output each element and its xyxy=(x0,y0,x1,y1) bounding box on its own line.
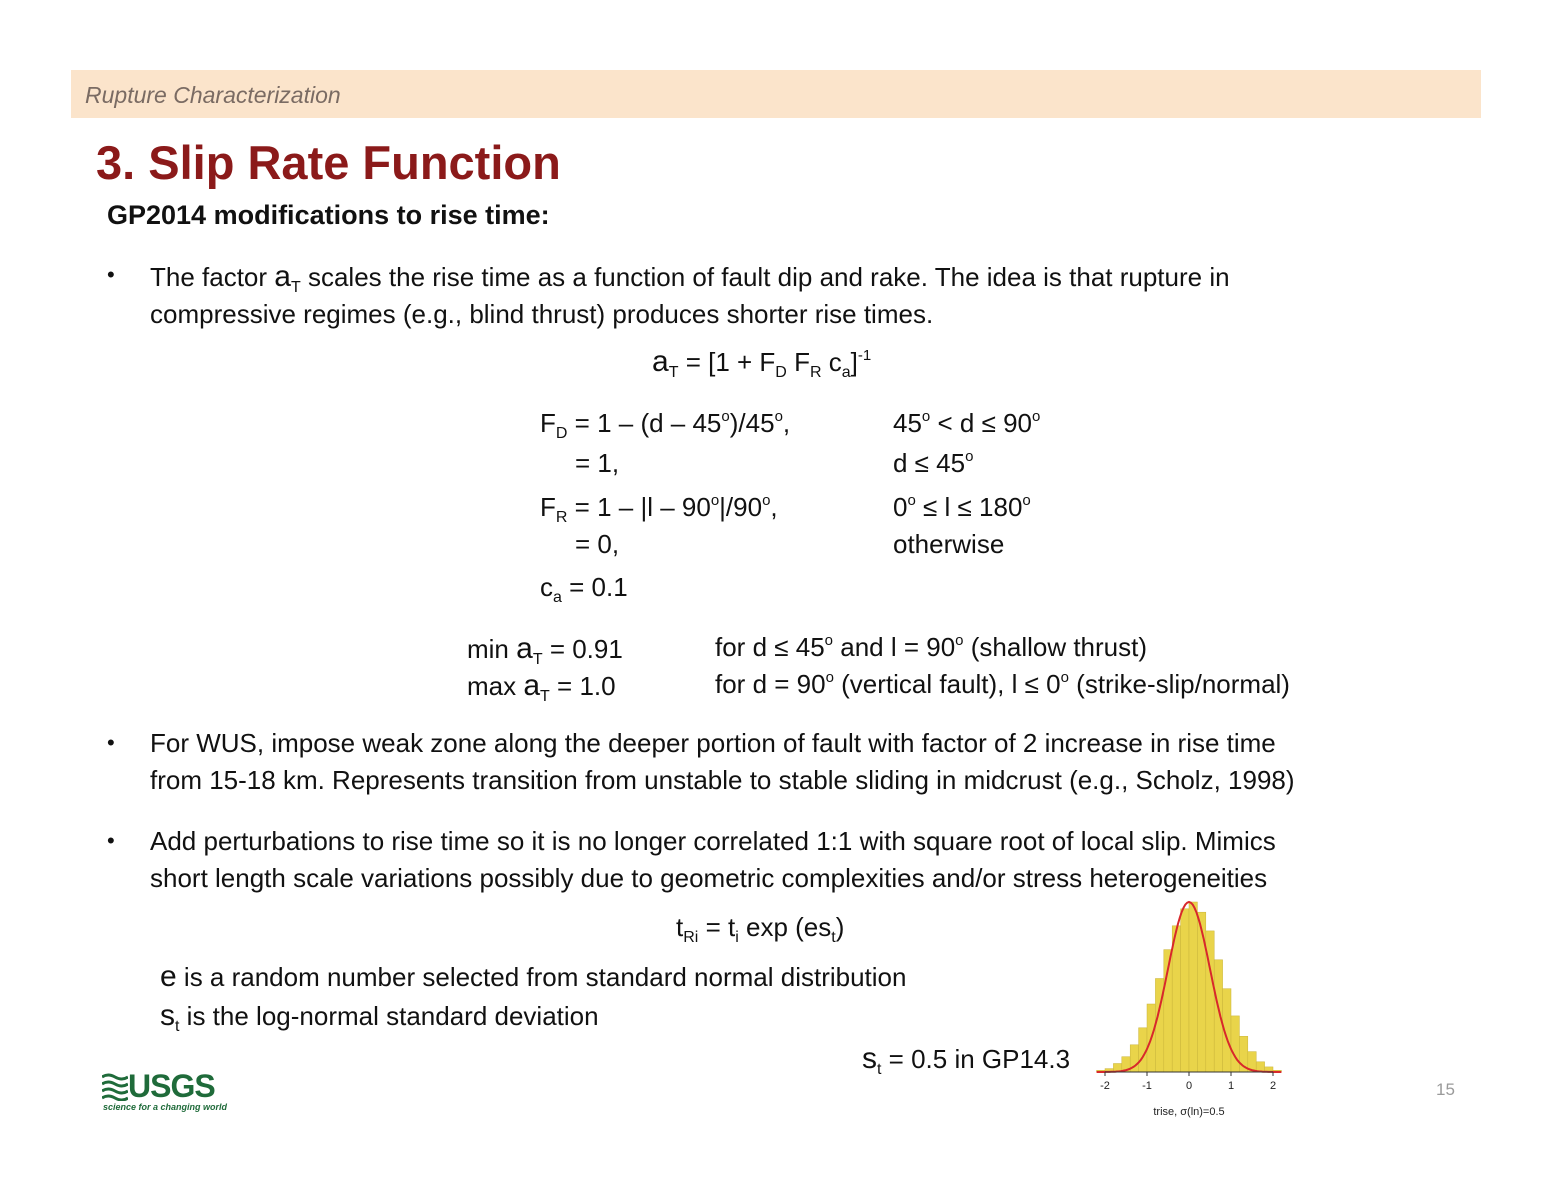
eq-p2: F xyxy=(786,347,810,377)
s-text: is the log-normal standard deviation xyxy=(179,1001,599,1031)
bullet-3-glyph: • xyxy=(107,828,115,853)
trise-mid: = t xyxy=(698,912,736,942)
ti-sub: i xyxy=(735,929,739,946)
usgs-tagline: science for a changing world xyxy=(103,1102,228,1112)
bullet-1-line-1 xyxy=(150,258,1230,296)
equation-trise xyxy=(676,912,845,946)
min-label: min xyxy=(467,634,517,664)
fd-definition-1 xyxy=(540,408,791,442)
cond-c: (strike-slip/normal) xyxy=(1068,669,1290,699)
cond-a: for d = 90 xyxy=(715,669,826,699)
fr-definition-1 xyxy=(540,492,778,526)
cond-b: (vertical fault), l ≤ 0 xyxy=(833,669,1061,699)
cond-a: 0 xyxy=(893,492,908,522)
bullet-1-text-post: scales the rise time as a function of fault dip and rake. The idea is that rupture in xyxy=(300,262,1230,292)
fr-condition-1 xyxy=(893,492,1031,523)
degree-sign: o xyxy=(965,448,974,465)
aT-symbol: a xyxy=(274,260,291,293)
x-tick-label: 2 xyxy=(1269,1080,1277,1092)
degree-sign: o xyxy=(921,408,931,425)
x-tick-label: -2 xyxy=(1100,1080,1110,1092)
min-a: a xyxy=(516,632,533,665)
fr-lhs: F xyxy=(540,492,556,522)
bullet-3-line-2: short length scale variations possibly due to geometric complexities and/or stress heterogeneities xyxy=(150,863,1268,893)
ca-lhs: c xyxy=(540,572,553,602)
min-value: = 0.91 xyxy=(542,634,623,664)
cond-b: and l = 90 xyxy=(833,632,956,662)
e-text: is a random number selected from standard normal distribution xyxy=(176,962,907,992)
trise-close: ) xyxy=(835,912,845,942)
degree-sign: o xyxy=(1032,408,1041,425)
ca-definition xyxy=(540,572,628,606)
note-e xyxy=(160,958,906,996)
degree-sign: o xyxy=(774,408,783,425)
fr-rhs-b: |/90 xyxy=(719,492,763,522)
cond-a: d ≤ 45 xyxy=(893,448,966,478)
equation-aT xyxy=(652,345,871,379)
max-condition xyxy=(715,669,1290,700)
fd-condition-1 xyxy=(893,408,1040,439)
bullet-2-glyph: • xyxy=(107,730,115,755)
trise-t: t xyxy=(676,912,684,942)
ca-rhs: = 0.1 xyxy=(561,572,628,602)
trise-sub: Ri xyxy=(683,929,699,946)
fr-lhs-sub: R xyxy=(555,509,568,526)
st-sub: t xyxy=(877,1061,882,1078)
histogram-bar xyxy=(1181,909,1189,1072)
x-tick-label: -1 xyxy=(1142,1080,1152,1092)
x-axis-label: trise, σ(ln)=0.5 xyxy=(1153,1106,1225,1118)
fd-lhs: F xyxy=(540,408,556,438)
eq-fr-sub: R xyxy=(809,364,822,381)
degree-sign: o xyxy=(824,632,834,649)
degree-sign: o xyxy=(1022,492,1031,509)
fr-rhs-a: = 1 – |l – 90 xyxy=(567,492,711,522)
st-symbol: s xyxy=(862,1042,877,1075)
x-tick-label: 0 xyxy=(1185,1080,1193,1092)
fd-lhs-sub: D xyxy=(555,425,568,442)
bullet-1-text-pre: The factor xyxy=(150,262,275,292)
page-title: 3. Slip Rate Function xyxy=(96,136,561,189)
max-a: a xyxy=(523,669,541,702)
degree-sign: o xyxy=(825,669,834,686)
max-label: max xyxy=(467,671,524,701)
bullet-2-line-1: For WUS, impose weak zone along the deeper portion of fault with factor of 2 increase in rise time xyxy=(150,728,1276,758)
degree-sign: o xyxy=(1060,669,1069,686)
histogram-bar xyxy=(1189,902,1197,1072)
eq-p1: = [1 + F xyxy=(678,347,776,377)
bullet-1-glyph: • xyxy=(107,262,115,287)
eq-a-sub: T xyxy=(668,364,679,381)
degree-sign: o xyxy=(721,408,730,425)
histogram-svg xyxy=(1090,890,1290,1125)
degree-sign: o xyxy=(955,632,964,649)
st-value xyxy=(862,1042,1070,1076)
fr-definition-2: = 0, xyxy=(575,529,620,559)
histogram-bar xyxy=(1197,912,1205,1072)
trise-exp: exp (es xyxy=(738,912,832,942)
fd-rhs-a: = 1 – (d – 45 xyxy=(567,408,722,438)
st-text: = 0.5 in GP14.3 xyxy=(881,1044,1071,1074)
cond-b: ≤ l ≤ 180 xyxy=(915,492,1023,522)
bullet-1-line-2: compressive regimes (e.g., blind thrust) produces shorter rise times. xyxy=(150,299,934,329)
s-symbol: s xyxy=(160,999,175,1032)
note-st xyxy=(160,997,599,1035)
cond-a: for d ≤ 45 xyxy=(715,632,825,662)
eq-p4: ] xyxy=(850,347,858,377)
section-banner xyxy=(71,70,1481,118)
degree-sign: o xyxy=(907,492,916,509)
usgs-logo xyxy=(102,1068,228,1116)
fd-definition-2: = 1, xyxy=(575,448,620,478)
eq-ca-sub: a xyxy=(841,364,851,381)
fr-rhs-c: , xyxy=(770,492,778,522)
page-number: 15 xyxy=(1436,1080,1455,1099)
degree-sign: o xyxy=(710,492,720,509)
histogram-bar xyxy=(1172,926,1180,1072)
eq-p3: c xyxy=(821,347,842,377)
eq-exp: -1 xyxy=(857,347,872,364)
fd-rhs-c: , xyxy=(782,408,791,438)
st-sub: t xyxy=(831,929,836,946)
usgs-wave-icon xyxy=(102,1073,128,1101)
cond-a: 45 xyxy=(893,408,922,438)
page-subtitle: GP2014 modifications to rise time: xyxy=(107,200,550,230)
s-sub: t xyxy=(175,1018,180,1035)
section-label: Rupture Characterization xyxy=(85,82,341,108)
histogram-bar xyxy=(1231,1016,1239,1072)
e-symbol: e xyxy=(160,960,177,993)
usgs-wordmark: USGS xyxy=(128,1068,215,1104)
max-a-sub: T xyxy=(540,688,550,705)
eq-fd-sub: D xyxy=(775,364,787,381)
aT-subscript: T xyxy=(290,279,301,296)
eq-a: a xyxy=(652,345,669,378)
bullet-3-line-1: Add perturbations to rise time so it is no longer correlated 1:1 with square root of local slip. Mimics xyxy=(150,826,1276,856)
cond-c: (shallow thrust) xyxy=(963,632,1148,662)
histogram-bar xyxy=(1214,960,1222,1072)
fr-condition-2: otherwise xyxy=(893,529,1005,559)
min-a-sub: T xyxy=(532,651,543,668)
x-tick-label: 1 xyxy=(1227,1080,1235,1092)
min-aT xyxy=(467,632,623,666)
max-aT xyxy=(467,669,616,703)
fd-condition-2 xyxy=(893,448,973,479)
min-condition xyxy=(715,632,1147,663)
degree-sign: o xyxy=(762,492,771,509)
fd-rhs-b: )/45 xyxy=(729,408,775,438)
cond-b: < d ≤ 90 xyxy=(930,408,1032,438)
ca-lhs-sub: a xyxy=(553,589,562,606)
rise-time-histogram xyxy=(1090,890,1290,1125)
bullet-2-line-2: from 15-18 km. Represents transition from unstable to stable sliding in midcrust (e.g., Scholz, 1998) xyxy=(150,765,1295,795)
max-value: = 1.0 xyxy=(549,671,616,701)
